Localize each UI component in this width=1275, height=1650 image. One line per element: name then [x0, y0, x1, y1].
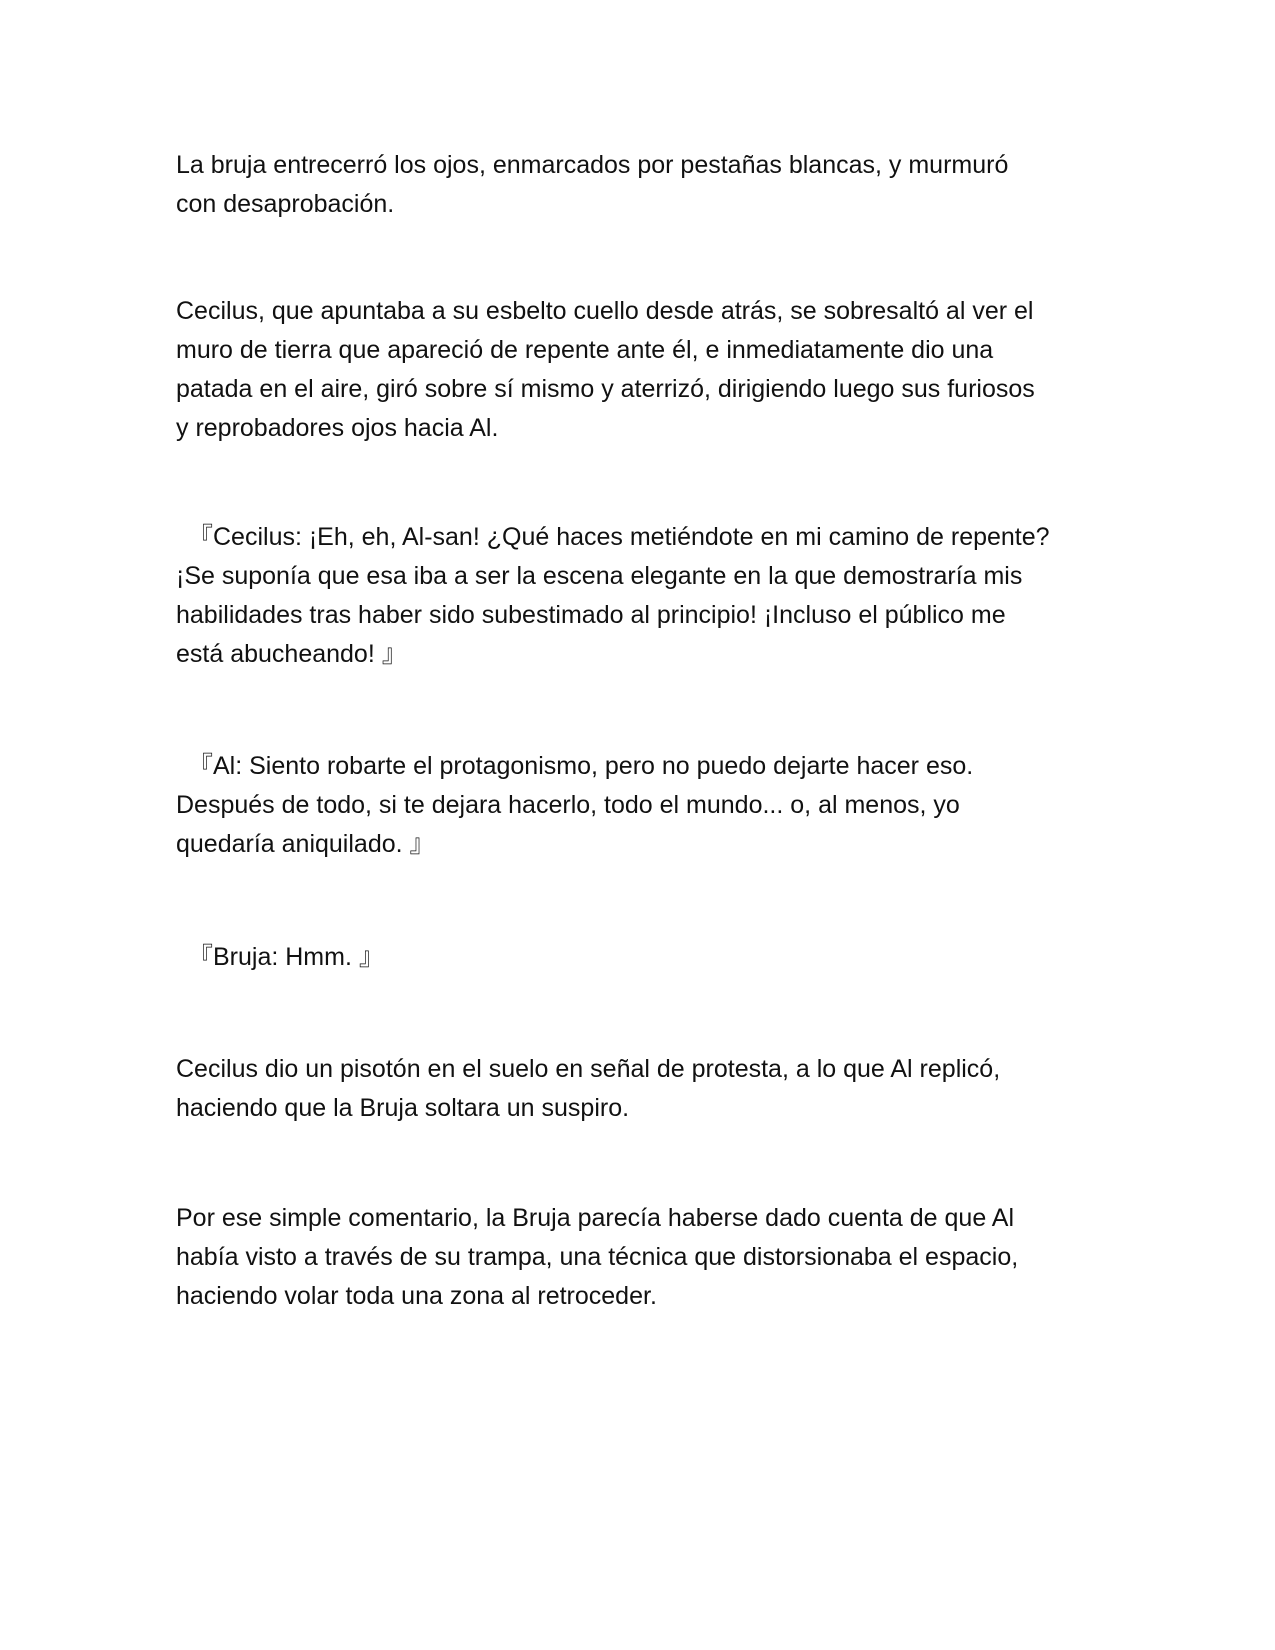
paragraph-line: 『Bruja: Hmm. 』 [188, 943, 384, 971]
paragraph-line: ¡Se suponía que esa iba a ser la escena elegante en la que demostraría mis [176, 562, 1023, 590]
paragraph-2 [176, 292, 1096, 448]
paragraph-line: haciendo volar toda una zona al retroceder. [176, 1282, 657, 1310]
paragraph-line: y reprobadores ojos hacia Al. [176, 414, 499, 442]
paragraph-line: está abucheando! 』 [176, 640, 407, 668]
paragraph-line: había visto a través de su trampa, una técnica que distorsionaba el espacio, [176, 1243, 1019, 1271]
paragraph-line: 『Al: Siento robarte el protagonismo, pero no puedo dejarte hacer eso. [188, 752, 974, 780]
paragraph-1 [176, 146, 1096, 224]
paragraph-6 [176, 1050, 1096, 1128]
dialogue-cecilus [176, 518, 1096, 674]
paragraph-line: 『Cecilus: ¡Eh, eh, Al-san! ¿Qué haces metiéndote en mi camino de repente? [188, 523, 1050, 551]
paragraph-line: quedaría aniquilado. 』 [176, 830, 435, 858]
paragraph-7 [176, 1199, 1096, 1316]
paragraph-line: haciendo que la Bruja soltara un suspiro. [176, 1094, 630, 1122]
paragraph-line: muro de tierra que apareció de repente ante él, e inmediatamente dio una [176, 336, 994, 364]
dialogue-bruja [176, 938, 1096, 977]
paragraph-line: Cecilus dio un pisotón en el suelo en señal de protesta, a lo que Al replicó, [176, 1055, 1001, 1083]
paragraph-line: Por ese simple comentario, la Bruja parecía haberse dado cuenta de que Al [176, 1204, 1015, 1232]
paragraph-line: patada en el aire, giró sobre sí mismo y aterrizó, dirigiendo luego sus furiosos [176, 375, 1035, 403]
paragraph-line: Después de todo, si te dejara hacerlo, todo el mundo... o, al menos, yo [176, 791, 960, 819]
paragraph-line: La bruja entrecerró los ojos, enmarcados por pestañas blancas, y murmuró [176, 151, 1009, 179]
paragraph-line: habilidades tras haber sido subestimado al principio! ¡Incluso el público me [176, 601, 1006, 629]
paragraph-line: con desaprobación. [176, 190, 395, 218]
dialogue-al [176, 747, 1096, 864]
paragraph-line: Cecilus, que apuntaba a su esbelto cuello desde atrás, se sobresaltó al ver el [176, 297, 1034, 325]
